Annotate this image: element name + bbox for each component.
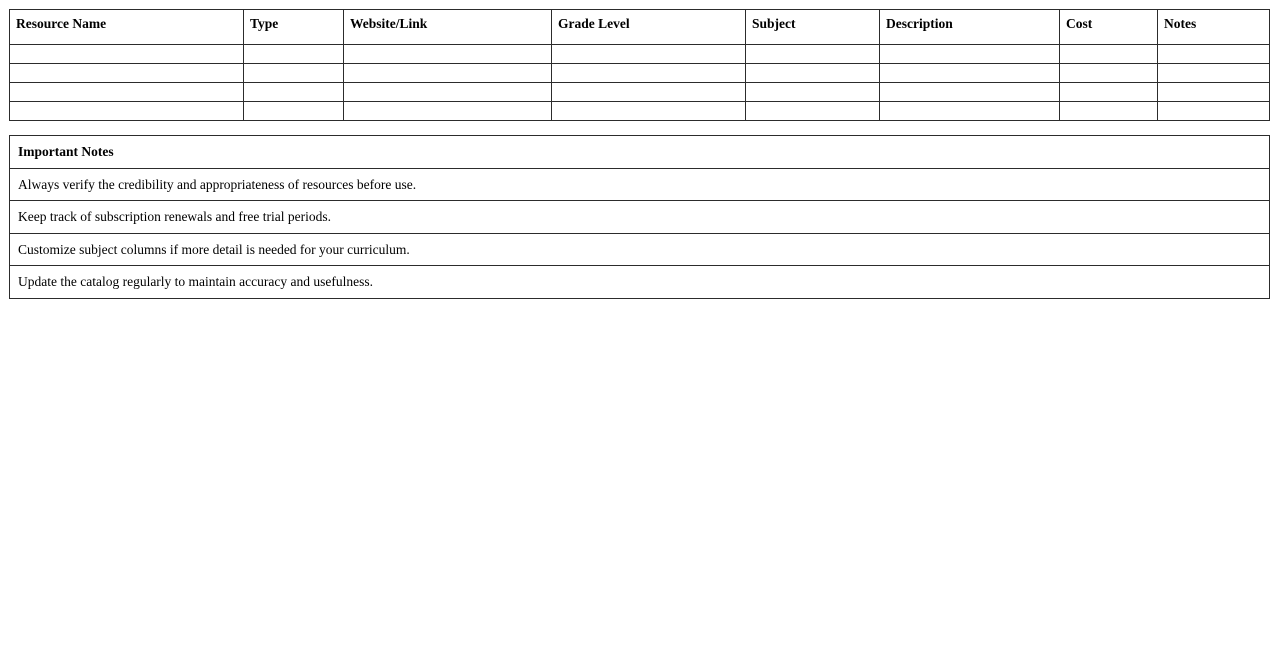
cell-type[interactable] <box>244 102 344 121</box>
column-header-grade-level: Grade Level <box>552 10 746 45</box>
notes-header-row <box>10 136 1270 169</box>
cell-resource-name[interactable] <box>10 64 244 83</box>
column-header-resource-name: Resource Name <box>10 10 244 45</box>
notes-header-label: Important Notes <box>10 136 1270 169</box>
cell-website-link[interactable] <box>344 64 552 83</box>
table-spacer <box>9 121 1269 135</box>
table-row <box>10 102 1270 121</box>
note-item: Customize subject columns if more detail is needed for your curriculum. <box>10 233 1270 266</box>
notes-row <box>10 168 1270 201</box>
cell-grade-level[interactable] <box>552 83 746 102</box>
cell-cost[interactable] <box>1060 83 1158 102</box>
cell-grade-level[interactable] <box>552 45 746 64</box>
cell-subject[interactable] <box>746 102 880 121</box>
cell-website-link[interactable] <box>344 102 552 121</box>
table-row <box>10 45 1270 64</box>
cell-description[interactable] <box>880 64 1060 83</box>
cell-description[interactable] <box>880 83 1060 102</box>
column-header-website-link: Website/Link <box>344 10 552 45</box>
cell-resource-name[interactable] <box>10 45 244 64</box>
resource-catalog-table <box>9 9 1270 121</box>
cell-notes[interactable] <box>1158 64 1270 83</box>
column-header-subject: Subject <box>746 10 880 45</box>
cell-notes[interactable] <box>1158 83 1270 102</box>
cell-subject[interactable] <box>746 83 880 102</box>
cell-notes[interactable] <box>1158 102 1270 121</box>
note-item: Always verify the credibility and appropriateness of resources before use. <box>10 168 1270 201</box>
note-item: Keep track of subscription renewals and free trial periods. <box>10 201 1270 234</box>
cell-subject[interactable] <box>746 64 880 83</box>
cell-grade-level[interactable] <box>552 102 746 121</box>
cell-grade-level[interactable] <box>552 64 746 83</box>
cell-description[interactable] <box>880 102 1060 121</box>
cell-cost[interactable] <box>1060 102 1158 121</box>
cell-description[interactable] <box>880 45 1060 64</box>
important-notes-table <box>9 135 1270 299</box>
column-header-description: Description <box>880 10 1060 45</box>
cell-website-link[interactable] <box>344 83 552 102</box>
cell-notes[interactable] <box>1158 45 1270 64</box>
cell-subject[interactable] <box>746 45 880 64</box>
cell-cost[interactable] <box>1060 64 1158 83</box>
column-header-cost: Cost <box>1060 10 1158 45</box>
column-header-type: Type <box>244 10 344 45</box>
notes-row <box>10 233 1270 266</box>
table-header-row <box>10 10 1270 45</box>
cell-cost[interactable] <box>1060 45 1158 64</box>
cell-type[interactable] <box>244 83 344 102</box>
cell-resource-name[interactable] <box>10 83 244 102</box>
notes-row <box>10 266 1270 299</box>
cell-website-link[interactable] <box>344 45 552 64</box>
cell-resource-name[interactable] <box>10 102 244 121</box>
note-item: Update the catalog regularly to maintain accuracy and usefulness. <box>10 266 1270 299</box>
cell-type[interactable] <box>244 45 344 64</box>
cell-type[interactable] <box>244 64 344 83</box>
table-row <box>10 83 1270 102</box>
table-row <box>10 64 1270 83</box>
column-header-notes: Notes <box>1158 10 1270 45</box>
notes-row <box>10 201 1270 234</box>
